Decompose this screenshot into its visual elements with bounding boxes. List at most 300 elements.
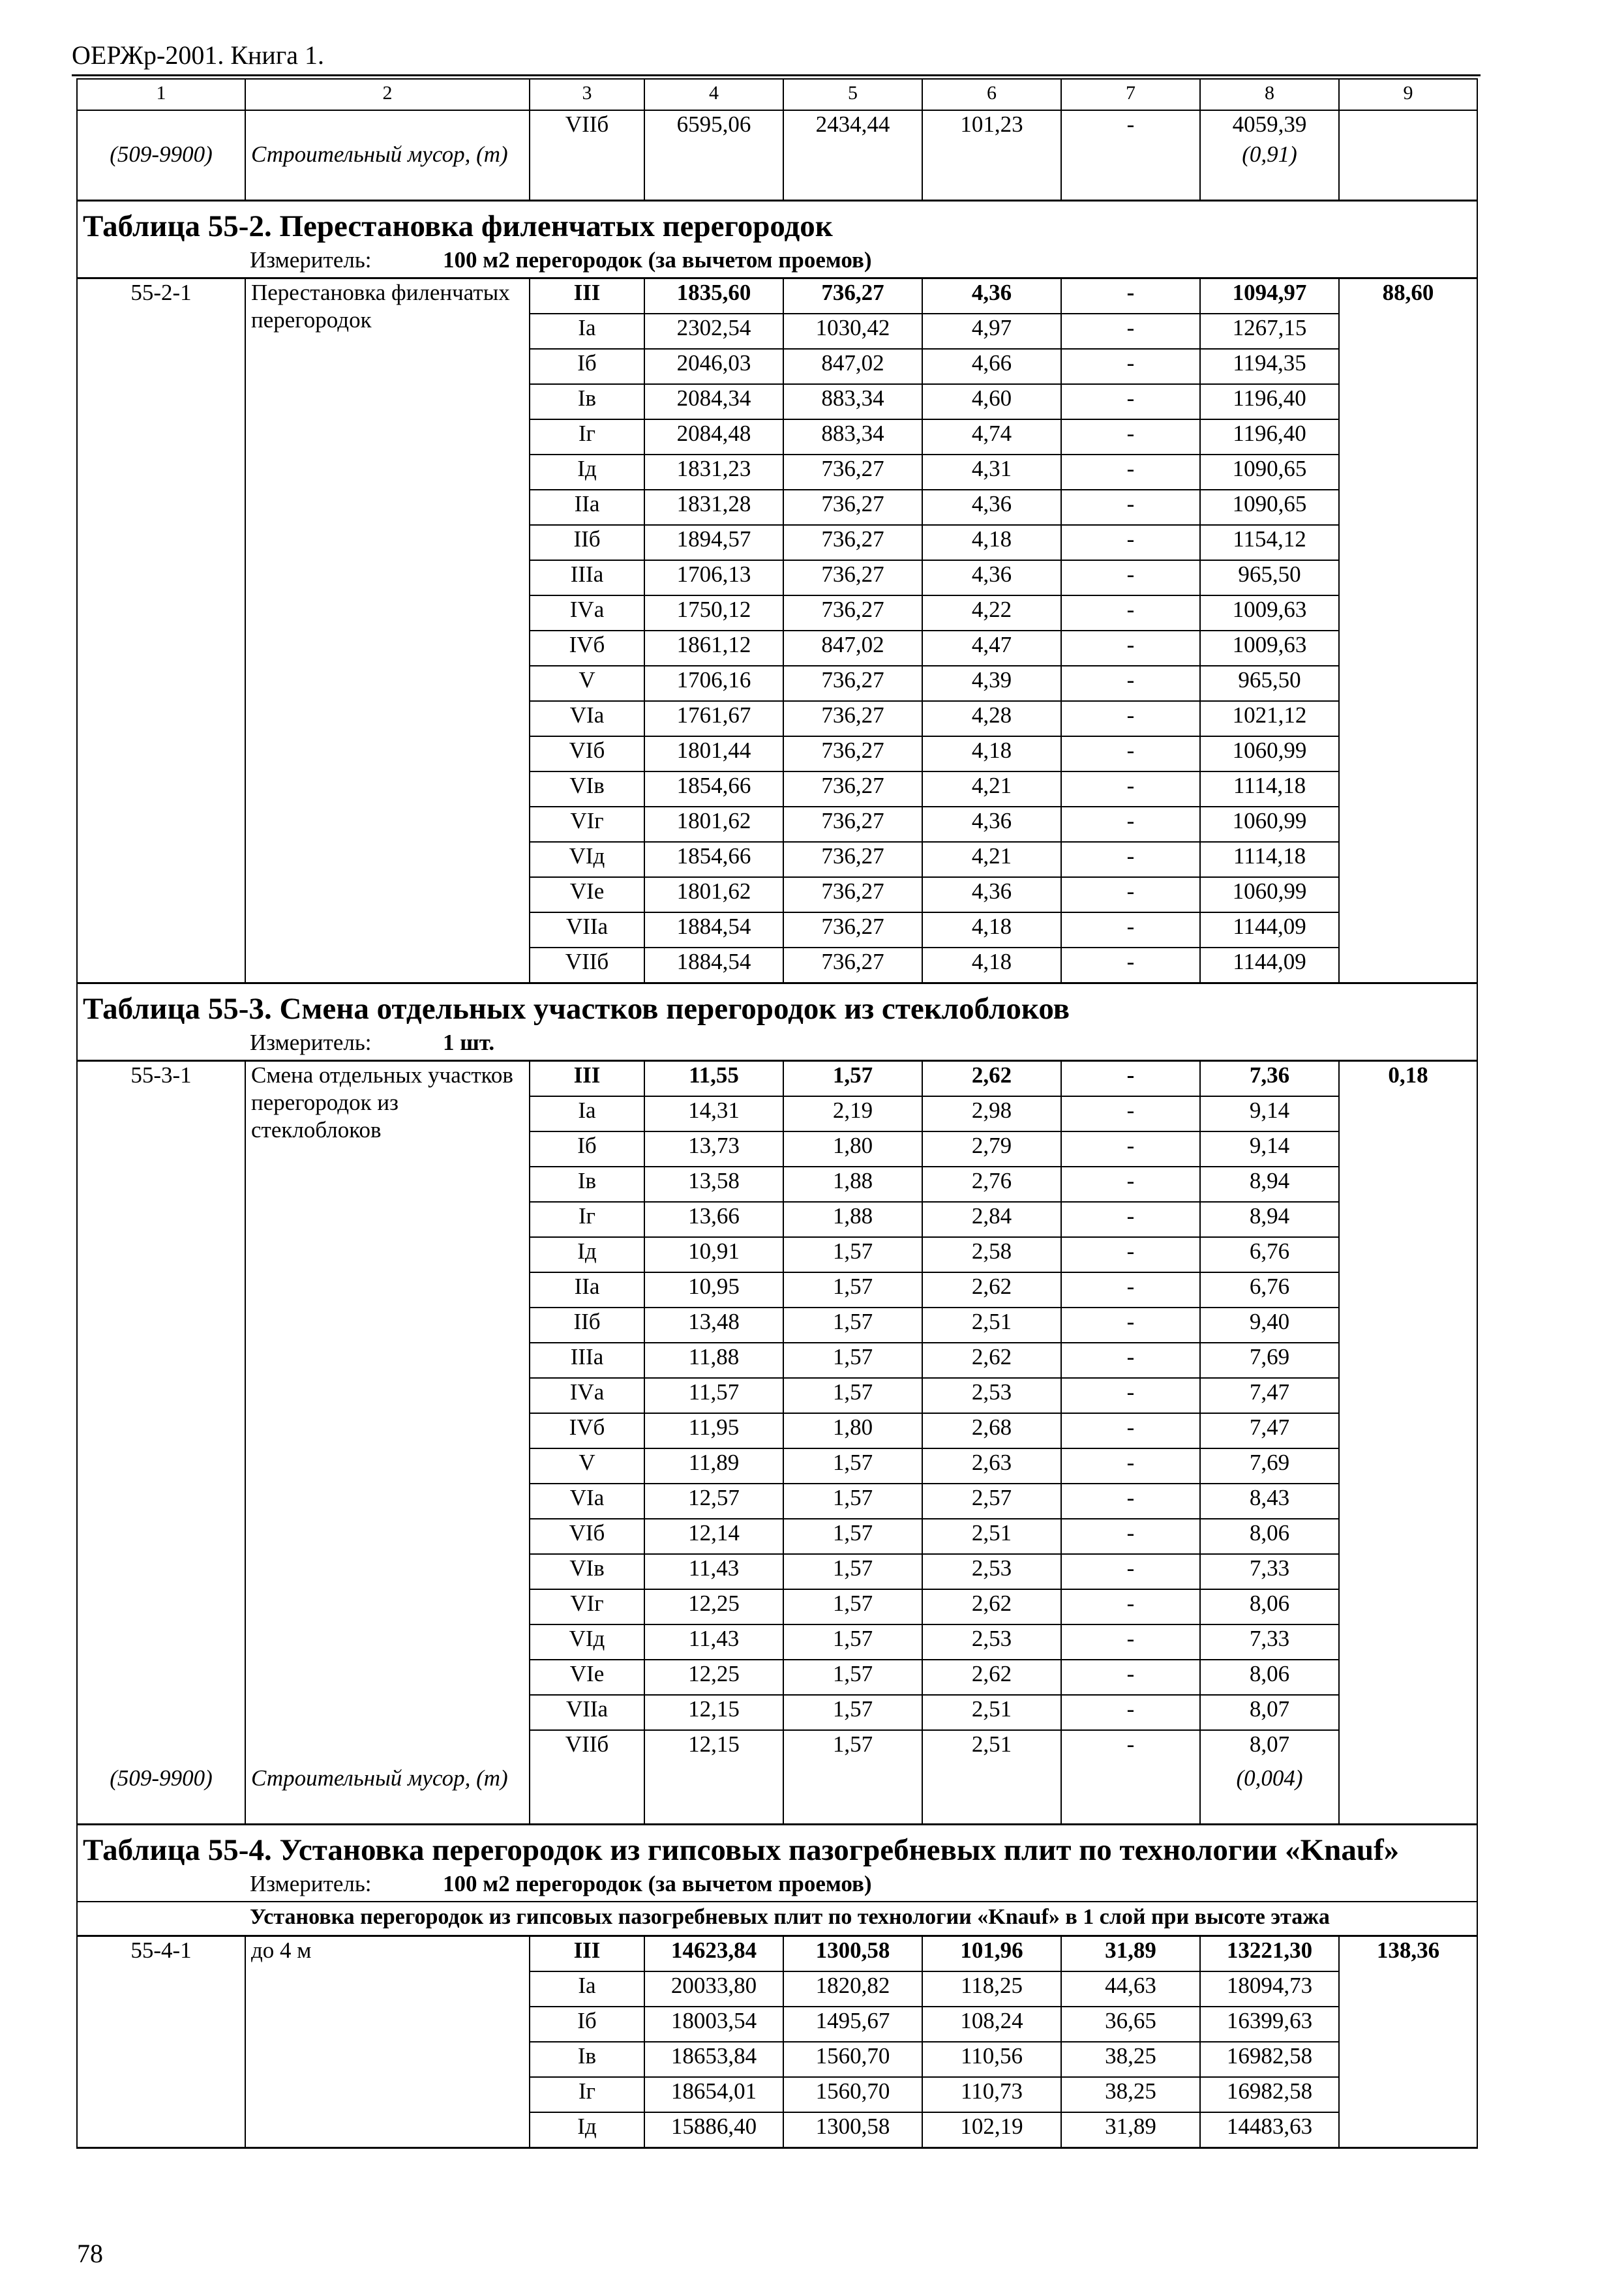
cell-machines: 108,24	[922, 2007, 1061, 2042]
cell-machines: 2,53	[922, 1378, 1061, 1413]
cell-machinists-wages: -	[1061, 1413, 1200, 1448]
cell-materials: 8,94	[1200, 1202, 1339, 1237]
unit-label: Измеритель:	[250, 247, 372, 273]
cell-materials: 1154,12	[1200, 525, 1339, 560]
cell-machinists-wages: -	[1061, 314, 1200, 349]
cell-materials: 1267,15	[1200, 314, 1339, 349]
waste-code: (509-9900)	[77, 1765, 245, 1825]
column-number: 1	[77, 79, 245, 110]
cell-zone: Iд	[530, 455, 644, 490]
cell-machines: 4,28	[922, 701, 1061, 736]
cell-zone: VIIа	[530, 1695, 644, 1730]
cell-materials: 1144,09	[1200, 912, 1339, 948]
cell-zone: III	[530, 278, 644, 314]
rate-name: Смена отдельных участков перегородок из стеклоблоков	[245, 1061, 530, 1765]
cell-machines: 2,57	[922, 1484, 1061, 1519]
cell-machinists-wages: -	[1061, 912, 1200, 948]
cell-materials: 1060,99	[1200, 736, 1339, 771]
cell-empty	[783, 1765, 922, 1825]
cell-machines: 4,36	[922, 490, 1061, 525]
cell-machines: 2,51	[922, 1695, 1061, 1730]
cell-wages: 736,27	[783, 701, 922, 736]
cell-materials: 7,69	[1200, 1343, 1339, 1378]
cell-machinists-wages: -	[1061, 525, 1200, 560]
section-title: Таблица 55-2. Перестановка филенчатых перегородок	[77, 201, 1477, 247]
cell-machinists-wages: -	[1061, 1589, 1200, 1624]
waste-name: Строительный мусор, (т)	[245, 1765, 530, 1825]
cell-materials: 1060,99	[1200, 877, 1339, 912]
cell-direct-cost: 18654,01	[644, 2077, 783, 2112]
cell-machines: 4,18	[922, 736, 1061, 771]
cell-wages: 1,88	[783, 1167, 922, 1202]
page-number: 78	[77, 2239, 103, 2268]
cell-machinists-wages: -	[1061, 877, 1200, 912]
cell-labor	[1339, 110, 1477, 141]
cell-code	[77, 110, 245, 141]
cell-materials: 1009,63	[1200, 595, 1339, 631]
cell-wages: 1,57	[783, 1237, 922, 1272]
waste-name: Строительный мусор, (т)	[245, 141, 530, 201]
cell-machinists-wages: -	[1061, 1484, 1200, 1519]
cell-wages: 1560,70	[783, 2042, 922, 2077]
rates-table	[76, 78, 1478, 2149]
cell-empty	[530, 1765, 644, 1825]
cell-direct-cost: 1750,12	[644, 595, 783, 631]
cell-machines: 2,68	[922, 1413, 1061, 1448]
cell-materials: 16982,58	[1200, 2042, 1339, 2077]
cell-materials: 9,40	[1200, 1308, 1339, 1343]
cell-direct-cost: 11,89	[644, 1448, 783, 1484]
cell-machinists-wages: -	[1061, 1660, 1200, 1695]
cell-direct-cost: 13,73	[644, 1131, 783, 1167]
cell-zone: VIе	[530, 877, 644, 912]
cell-wages: 1,57	[783, 1519, 922, 1554]
cell-zone: IIб	[530, 1308, 644, 1343]
cell-materials: 7,33	[1200, 1624, 1339, 1660]
cell-machines: 4,31	[922, 455, 1061, 490]
cell-zone: Iа	[530, 1096, 644, 1131]
cell-machinists-wages: 44,63	[1061, 1971, 1200, 2007]
cell-zone: Iд	[530, 1237, 644, 1272]
cell-zone: IIIа	[530, 560, 644, 595]
cell-zone: Iг	[530, 2077, 644, 2112]
cell-materials: 1094,97	[1200, 278, 1339, 314]
cell-machinists-wages: -	[1061, 110, 1200, 141]
cell-wages: 1,57	[783, 1660, 922, 1695]
cell-zone: IIа	[530, 1272, 644, 1308]
cell-machinists-wages: -	[1061, 278, 1200, 314]
cell-direct-cost: 1854,66	[644, 842, 783, 877]
cell-zone: VIа	[530, 701, 644, 736]
table-row	[77, 1061, 1477, 1097]
cell-machinists-wages: 31,89	[1061, 1936, 1200, 1972]
cell-zone: IIIа	[530, 1343, 644, 1378]
labor-cost: 88,60	[1339, 278, 1477, 983]
cell-wages: 1560,70	[783, 2077, 922, 2112]
cell-wages: 736,27	[783, 807, 922, 842]
cell-machinists-wages: -	[1061, 1554, 1200, 1589]
cell-machines: 110,56	[922, 2042, 1061, 2077]
column-number: 6	[922, 79, 1061, 110]
cell-zone: VIIб	[530, 110, 644, 141]
cell-wages: 1,57	[783, 1730, 922, 1765]
cell-wages: 1,57	[783, 1272, 922, 1308]
cell-machines: 4,22	[922, 595, 1061, 631]
cell-machinists-wages: -	[1061, 1343, 1200, 1378]
cell-materials: 8,06	[1200, 1519, 1339, 1554]
cell-machinists-wages: -	[1061, 1202, 1200, 1237]
cell-direct-cost: 11,95	[644, 1413, 783, 1448]
cell-wages: 1300,58	[783, 2112, 922, 2148]
cell-direct-cost: 12,57	[644, 1484, 783, 1519]
cell-materials: 7,47	[1200, 1378, 1339, 1413]
cell-wages: 736,27	[783, 877, 922, 912]
cell-wages: 736,27	[783, 525, 922, 560]
cell-machines: 4,18	[922, 948, 1061, 983]
cell-direct-cost: 2084,34	[644, 384, 783, 419]
unit-value: 100 м2 перегородок (за вычетом проемов)	[443, 1871, 872, 1896]
cell-wages: 736,27	[783, 771, 922, 807]
cell-wages: 1,57	[783, 1378, 922, 1413]
cell-machinists-wages: -	[1061, 455, 1200, 490]
cell-wages: 1,57	[783, 1343, 922, 1378]
cell-wages: 847,02	[783, 349, 922, 384]
cell-machinists-wages: 38,25	[1061, 2042, 1200, 2077]
cell-wages: 736,27	[783, 666, 922, 701]
cell-wages: 736,27	[783, 948, 922, 983]
cell-machines: 4,36	[922, 560, 1061, 595]
cell-zone: VIIб	[530, 948, 644, 983]
rate-code: 55-4-1	[77, 1936, 245, 2148]
cell-machines: 2,84	[922, 1202, 1061, 1237]
waste-value: (0,004)	[1200, 1765, 1339, 1825]
cell-machines: 4,60	[922, 384, 1061, 419]
cell-direct-cost: 1761,67	[644, 701, 783, 736]
cell-machines: 4,39	[922, 666, 1061, 701]
cell-zone: IVб	[530, 631, 644, 666]
cell-machinists-wages: -	[1061, 1378, 1200, 1413]
cell-machinists-wages: -	[1061, 1272, 1200, 1308]
cell-materials: 1196,40	[1200, 384, 1339, 419]
column-numbers-row	[77, 79, 1477, 110]
labor-cost: 0,18	[1339, 1061, 1477, 1765]
cell-machines: 2,51	[922, 1519, 1061, 1554]
cell-wages: 1,57	[783, 1448, 922, 1484]
cell-materials: 8,07	[1200, 1730, 1339, 1765]
subtitle-row	[77, 1902, 1477, 1936]
cell-machines: 4,36	[922, 807, 1061, 842]
cell-direct-cost: 2302,54	[644, 314, 783, 349]
cell-machinists-wages: -	[1061, 1096, 1200, 1131]
cell-wages: 847,02	[783, 631, 922, 666]
cell-direct-cost: 1801,44	[644, 736, 783, 771]
column-number: 4	[644, 79, 783, 110]
cell-zone: VIIа	[530, 912, 644, 948]
cell-machines: 2,51	[922, 1730, 1061, 1765]
cell-direct-cost: 1706,16	[644, 666, 783, 701]
cell-zone: III	[530, 1936, 644, 1972]
cell-direct-cost: 1835,60	[644, 278, 783, 314]
cell-materials: 965,50	[1200, 560, 1339, 595]
cell-zone: Iг	[530, 1202, 644, 1237]
cell-materials: 1009,63	[1200, 631, 1339, 666]
unit-value: 1 шт.	[443, 1030, 495, 1055]
cell-direct-cost: 10,91	[644, 1237, 783, 1272]
cell-materials: 8,06	[1200, 1660, 1339, 1695]
cell-wages: 1030,42	[783, 314, 922, 349]
cell-machinists-wages: -	[1061, 560, 1200, 595]
cell-machines: 2,62	[922, 1589, 1061, 1624]
cell-zone: Iв	[530, 1167, 644, 1202]
cell-zone: IVа	[530, 1378, 644, 1413]
column-number: 5	[783, 79, 922, 110]
cell-zone: VIд	[530, 842, 644, 877]
cell-materials: 14483,63	[1200, 2112, 1339, 2148]
cell-machines: 4,74	[922, 419, 1061, 455]
waste-row	[77, 1765, 1477, 1825]
cell-machinists-wages: -	[1061, 1695, 1200, 1730]
cell-direct-cost: 1831,28	[644, 490, 783, 525]
cell-direct-cost: 18653,84	[644, 2042, 783, 2077]
unit-value: 100 м2 перегородок (за вычетом проемов)	[443, 247, 872, 273]
cell-machines: 4,18	[922, 912, 1061, 948]
cell-direct-cost: 11,57	[644, 1378, 783, 1413]
cell-materials: 8,06	[1200, 1589, 1339, 1624]
cell-machines: 2,58	[922, 1237, 1061, 1272]
cell-wages: 1,57	[783, 1484, 922, 1519]
cell-wages: 1820,82	[783, 1971, 922, 2007]
waste-value: (0,91)	[1200, 141, 1339, 201]
cell-empty	[530, 141, 644, 201]
cell-zone: VIг	[530, 807, 644, 842]
cell-empty	[1061, 141, 1200, 201]
cell-machines: 102,19	[922, 2112, 1061, 2148]
page-header	[72, 39, 1481, 76]
cell-direct-cost: 1861,12	[644, 631, 783, 666]
cell-wages: 1,57	[783, 1554, 922, 1589]
cell-materials: 965,50	[1200, 666, 1339, 701]
cell-machines: 4,36	[922, 877, 1061, 912]
unit-label: Измеритель:	[250, 1030, 372, 1055]
cell-direct-cost: 1884,54	[644, 912, 783, 948]
cell-empty	[783, 141, 922, 201]
cell-machines: 101,23	[922, 110, 1061, 141]
cell-direct-cost: 12,15	[644, 1695, 783, 1730]
cell-direct-cost: 12,15	[644, 1730, 783, 1765]
cell-machines: 118,25	[922, 1971, 1061, 2007]
cell-zone: IVа	[530, 595, 644, 631]
cell-empty	[922, 141, 1061, 201]
cell-materials: 1060,99	[1200, 807, 1339, 842]
cell-machines: 2,53	[922, 1624, 1061, 1660]
cell-wages: 1,57	[783, 1695, 922, 1730]
cell-machinists-wages: -	[1061, 701, 1200, 736]
cell-machines: 4,18	[922, 525, 1061, 560]
cell-empty	[644, 1765, 783, 1825]
cell-zone: VIе	[530, 1660, 644, 1695]
cell-machinists-wages: -	[1061, 1237, 1200, 1272]
table-row	[77, 1936, 1477, 1972]
cell-empty	[1339, 1765, 1477, 1825]
cell-zone: VIIб	[530, 1730, 644, 1765]
cell-materials: 1090,65	[1200, 490, 1339, 525]
cell-wages: 1300,58	[783, 1936, 922, 1972]
cell-materials: 7,69	[1200, 1448, 1339, 1484]
rate-code: 55-2-1	[77, 278, 245, 983]
cell-zone: VIв	[530, 1554, 644, 1589]
cell-wages: 736,27	[783, 736, 922, 771]
cell-zone: Iа	[530, 1971, 644, 2007]
cell-machinists-wages: -	[1061, 1308, 1200, 1343]
section-title-row	[77, 201, 1477, 247]
unit-cell	[77, 1870, 1477, 1902]
section-title-row	[77, 983, 1477, 1029]
cell-wages: 736,27	[783, 455, 922, 490]
cell-zone: Iа	[530, 314, 644, 349]
cell-machinists-wages: -	[1061, 736, 1200, 771]
cell-zone: Iб	[530, 2007, 644, 2042]
cell-direct-cost: 1884,54	[644, 948, 783, 983]
cell-materials: 8,43	[1200, 1484, 1339, 1519]
cell-materials: 9,14	[1200, 1096, 1339, 1131]
cell-machines: 4,36	[922, 278, 1061, 314]
cell-wages: 1,80	[783, 1131, 922, 1167]
labor-cost: 138,36	[1339, 1936, 1477, 2148]
section-title-row	[77, 1825, 1477, 1870]
cell-materials: 6,76	[1200, 1237, 1339, 1272]
table-body	[77, 79, 1477, 2148]
cell-zone: IVб	[530, 1413, 644, 1448]
header-title: ОЕРЖр-2001. Книга 1.	[72, 40, 324, 70]
column-number: 2	[245, 79, 530, 110]
cell-machines: 2,98	[922, 1096, 1061, 1131]
cell-machines: 2,63	[922, 1448, 1061, 1484]
cell-direct-cost: 1801,62	[644, 807, 783, 842]
cell-machines: 2,51	[922, 1308, 1061, 1343]
cell-direct-cost: 10,95	[644, 1272, 783, 1308]
cell-zone: Iг	[530, 419, 644, 455]
cell-materials: 8,94	[1200, 1167, 1339, 1202]
cell-materials: 6,76	[1200, 1272, 1339, 1308]
cell-materials: 1114,18	[1200, 842, 1339, 877]
unit-label: Измеритель:	[250, 1871, 372, 1896]
cell-machinists-wages: 36,65	[1061, 2007, 1200, 2042]
cell-direct-cost: 13,48	[644, 1308, 783, 1343]
cell-wages: 883,34	[783, 419, 922, 455]
cell-zone: VIб	[530, 736, 644, 771]
unit-row	[77, 1028, 1477, 1061]
cell-materials: 1196,40	[1200, 419, 1339, 455]
cell-machines: 4,21	[922, 842, 1061, 877]
waste-row	[77, 141, 1477, 201]
cell-machines: 4,47	[922, 631, 1061, 666]
cell-machinists-wages: -	[1061, 666, 1200, 701]
cell-materials: 8,07	[1200, 1695, 1339, 1730]
cell-direct-cost: 18003,54	[644, 2007, 783, 2042]
rate-code: 55-3-1	[77, 1061, 245, 1765]
cell-zone: V	[530, 1448, 644, 1484]
cell-wages: 736,27	[783, 278, 922, 314]
cell-zone: IIа	[530, 490, 644, 525]
cell-zone: VIа	[530, 1484, 644, 1519]
cell-zone: VIд	[530, 1624, 644, 1660]
cell-name	[245, 110, 530, 141]
cell-machinists-wages: -	[1061, 842, 1200, 877]
cell-machines: 4,97	[922, 314, 1061, 349]
cell-direct-cost: 12,25	[644, 1589, 783, 1624]
cell-wages: 1,57	[783, 1589, 922, 1624]
cell-wages: 736,27	[783, 912, 922, 948]
cell-direct-cost: 11,88	[644, 1343, 783, 1378]
cell-direct-cost: 1801,62	[644, 877, 783, 912]
column-number: 9	[1339, 79, 1477, 110]
cell-wages: 2,19	[783, 1096, 922, 1131]
cell-wages: 736,27	[783, 595, 922, 631]
cell-machinists-wages: -	[1061, 771, 1200, 807]
table-row	[77, 278, 1477, 314]
cell-machinists-wages: -	[1061, 1131, 1200, 1167]
cell-machinists-wages: -	[1061, 1730, 1200, 1765]
cell-direct-cost: 1894,57	[644, 525, 783, 560]
cell-materials: 1114,18	[1200, 771, 1339, 807]
cell-materials: 16399,63	[1200, 2007, 1339, 2042]
unit-cell	[77, 246, 1477, 278]
cell-materials: 9,14	[1200, 1131, 1339, 1167]
cell-machinists-wages: 31,89	[1061, 2112, 1200, 2148]
cell-zone: V	[530, 666, 644, 701]
cell-direct-cost: 13,66	[644, 1202, 783, 1237]
cell-machinists-wages: -	[1061, 419, 1200, 455]
cell-wages: 736,27	[783, 490, 922, 525]
cell-wages: 883,34	[783, 384, 922, 419]
cell-direct-cost: 15886,40	[644, 2112, 783, 2148]
cell-machines: 101,96	[922, 1936, 1061, 1972]
cell-direct-cost: 12,25	[644, 1660, 783, 1695]
cell-machines: 2,62	[922, 1660, 1061, 1695]
cell-direct-cost: 12,14	[644, 1519, 783, 1554]
rate-name: до 4 м	[245, 1936, 530, 2148]
cell-wages: 1,88	[783, 1202, 922, 1237]
cell-empty	[644, 141, 783, 201]
cell-machines: 4,21	[922, 771, 1061, 807]
cell-machinists-wages: -	[1061, 595, 1200, 631]
cell-empty	[1339, 141, 1477, 201]
cell-materials: 13221,30	[1200, 1936, 1339, 1972]
cell-direct-cost: 11,55	[644, 1061, 783, 1097]
cell-zone: Iв	[530, 384, 644, 419]
cell-machines: 2,79	[922, 1131, 1061, 1167]
cell-direct-cost: 1854,66	[644, 771, 783, 807]
cell-zone: Iб	[530, 1131, 644, 1167]
unit-cell	[77, 1028, 1477, 1061]
cell-wages: 1,57	[783, 1624, 922, 1660]
cell-direct-cost: 14623,84	[644, 1936, 783, 1972]
column-number: 3	[530, 79, 644, 110]
cell-materials: 1021,12	[1200, 701, 1339, 736]
cell-wages: 736,27	[783, 842, 922, 877]
cell-machines: 2,62	[922, 1343, 1061, 1378]
cell-machinists-wages: -	[1061, 1167, 1200, 1202]
cell-materials: 1144,09	[1200, 948, 1339, 983]
cell-machinists-wages: -	[1061, 349, 1200, 384]
cell-direct-cost: 11,43	[644, 1554, 783, 1589]
cell-direct-cost: 14,31	[644, 1096, 783, 1131]
cell-wages: 1,57	[783, 1308, 922, 1343]
unit-row	[77, 1870, 1477, 1902]
cell-direct-cost: 2084,48	[644, 419, 783, 455]
cell-machines: 2,62	[922, 1061, 1061, 1097]
cell-zone: VIг	[530, 1589, 644, 1624]
